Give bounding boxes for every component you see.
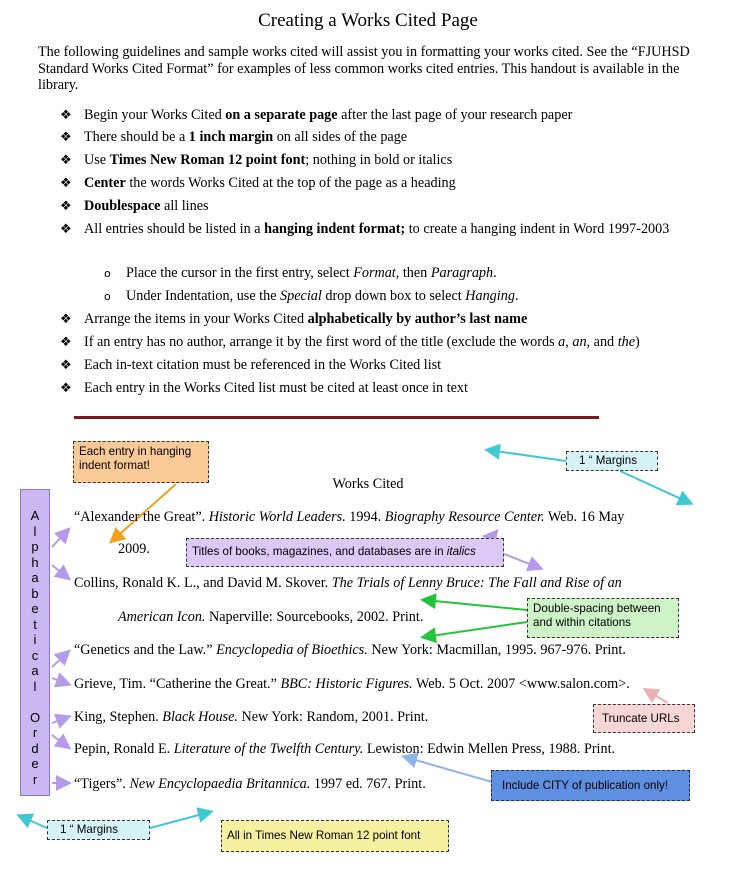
diamond-bullet-icon: ❖ (60, 176, 72, 191)
truncate-arrow (646, 690, 668, 703)
circle-bullet-icon: o (104, 290, 111, 303)
margins-callout-bottom: 1 “ Margins (47, 820, 150, 840)
citation-entry-continuation: 2009. (118, 541, 150, 557)
citation-entry: “Tigers”. New Encyclopaedia Britannica. 1997 ed. 767. Print. (74, 776, 426, 792)
citation-entry: King, Stephen. Black House. New York: Random, 2001. Print. (74, 709, 429, 725)
diamond-bullet-icon: ❖ (60, 199, 72, 214)
citation-entry: Pepin, Ronald E. Literature of the Twelfth Century. Lewiston: Edwin Mellen Press, 1988. Print. (74, 741, 616, 757)
diamond-bullet-icon: ❖ (60, 108, 72, 123)
double-space-arrows (424, 600, 527, 637)
circle-bullet-icon: o (104, 267, 111, 280)
citation-entry: “Genetics and the Law.” Encyclopedia of Bioethics. New York: Macmillan, 1995. 967-976. Print. (74, 642, 626, 658)
margins-callout-top: 1 “ Margins (566, 451, 658, 471)
city-callout: Include CITY of publication only! (491, 770, 690, 801)
double-spacing-callout: Double-spacing between and within citations (527, 598, 679, 638)
italics-callout: Titles of books, magazines, and databases are in italics (186, 538, 504, 567)
diamond-bullet-icon: ❖ (60, 312, 72, 327)
diamond-bullet-icon: ❖ (60, 222, 72, 237)
citation-entry: Grieve, Tim. “Catherine the Great.” BBC: Historic Figures. Web. 5 Oct. 2007 <www.salon.com>. (74, 676, 630, 692)
font-callout: All in Times New Roman 12 point font (221, 820, 449, 852)
truncate-urls-callout: Truncate URLs (593, 704, 695, 733)
diamond-bullet-icon: ❖ (60, 130, 72, 145)
citation-entry: Collins, Ronald K. L., and David M. Skover. The Trials of Lenny Bruce: The Fall and Rise of an (74, 575, 622, 591)
citation-entry-continuation: American Icon. Naperville: Sourcebooks, 2002. Print. (118, 609, 424, 625)
diamond-bullet-icon: ❖ (60, 335, 72, 350)
intro-paragraph: The following guidelines and sample works cited will assist you in formatting your works cited. See the “FJUHSD Standard Works Cited Format” for examples of less common works cited entries. This handout is available in the library. (38, 44, 690, 93)
works-cited-heading: Works Cited (332, 476, 404, 492)
diamond-bullet-icon: ❖ (60, 381, 72, 396)
diamond-bullet-icon: ❖ (60, 153, 72, 168)
page-title: Creating a Works Cited Page (258, 10, 478, 31)
citation-entry: “Alexander the Great”. Historic World Leaders. 1994. Biography Resource Center. Web. 16 May (74, 509, 625, 525)
diamond-bullet-icon: ❖ (60, 358, 72, 373)
hanging-indent-callout: Each entry in hanging indent format! (73, 441, 209, 483)
alphabetical-order-callout: A l p h a b e t i c a l O r d e r (20, 489, 50, 796)
